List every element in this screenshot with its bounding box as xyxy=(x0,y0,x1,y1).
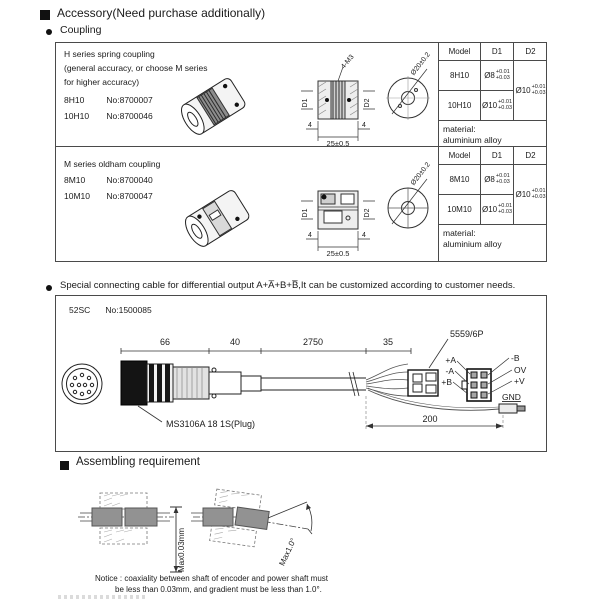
spec-d2-merged xyxy=(514,165,547,225)
dim-66: 66 xyxy=(159,337,171,347)
cable-heading: Special connecting cable for differential output A+A̅+B+B̅,It can be customized according to customer needs. xyxy=(60,280,516,291)
h-series-spec-table xyxy=(438,43,546,146)
col-header-d1: D1 xyxy=(481,43,514,61)
connector-label: 5559/6P xyxy=(450,329,484,339)
spec-d1 xyxy=(481,165,514,195)
cable-part-code: 52SC xyxy=(69,305,91,315)
d2-tol-upper: +0.01 xyxy=(531,83,546,90)
d2-tol-lower: +0.03 xyxy=(531,193,546,200)
pinout-block xyxy=(462,369,491,401)
end-dim-left: 4 xyxy=(308,122,312,129)
dim-40: 40 xyxy=(229,337,241,347)
output-connector xyxy=(408,370,438,396)
material-cell xyxy=(439,225,547,261)
outer-dia-label: Ø20±0.2 xyxy=(409,161,432,187)
spec-model: 8H10 xyxy=(439,61,481,91)
d2-tol-upper: +0.01 xyxy=(531,187,546,194)
spec-d1 xyxy=(481,91,514,121)
d1-value: Ø8 xyxy=(484,175,495,184)
gnd-label: GND xyxy=(502,392,521,402)
d2-label: D2 xyxy=(364,208,371,218)
h-series-model1 xyxy=(64,95,153,105)
spec-model: 10H10 xyxy=(439,91,481,121)
material-value: aluminium alloy xyxy=(443,135,502,146)
dim-35: 35 xyxy=(382,337,394,347)
plug-label: MS3106A 18 1S(Plug) xyxy=(166,419,256,429)
col-header-model: Model xyxy=(439,147,481,165)
pin-label-ov: OV xyxy=(514,365,527,375)
notice-line1: Notice : coaxiality between shaft of encoder and power shaft must xyxy=(95,574,329,583)
coax-limit-label: Max0.03mm xyxy=(177,527,186,573)
d1-value: Ø10 xyxy=(481,101,498,110)
model-no: No:8700040 xyxy=(106,175,153,185)
m-series-model2 xyxy=(64,191,153,201)
d1-value: Ø8 xyxy=(484,71,495,80)
d2-tol-lower: +0.03 xyxy=(531,89,546,96)
dim-200: 200 xyxy=(422,414,438,424)
d1-tol-upper: +0.01 xyxy=(495,68,510,75)
angle-limit-label: Max1.0° xyxy=(277,536,299,568)
length-dim: 25±0.5 xyxy=(326,249,350,257)
cable-assembly-drawing xyxy=(56,314,546,449)
h-series-title: H series spring coupling xyxy=(64,49,155,59)
model-name: 8H10 xyxy=(64,95,85,105)
gradient-diagram xyxy=(191,489,312,567)
d1-tol-lower: +0.03 xyxy=(495,178,510,185)
d2-value: Ø10 xyxy=(515,190,531,199)
d1-label: D1 xyxy=(302,98,309,108)
page-title: Accessory(Need purchase additionally) xyxy=(57,6,266,20)
dot-bullet-icon xyxy=(46,29,52,35)
col-header-d1: D1 xyxy=(481,147,514,165)
pin-label-plus-b: +B xyxy=(441,377,452,387)
plug-body xyxy=(121,361,261,405)
model-no: No:8700047 xyxy=(106,191,153,201)
coaxiality-diagram xyxy=(78,493,186,572)
spec-d2-merged xyxy=(514,61,547,121)
oldham-coupling-drawing xyxy=(291,161,441,257)
end-dim-right: 4 xyxy=(362,232,366,239)
pin-label-plus-v: +V xyxy=(514,376,525,386)
d1-tol-lower: +0.03 xyxy=(495,74,510,81)
spring-coupling-3d-image xyxy=(164,73,264,139)
spring-coupling-drawing xyxy=(291,51,441,147)
d1-tol-upper: +0.01 xyxy=(498,202,513,209)
d2-label: D2 xyxy=(364,98,371,108)
cutoff-text-fragment xyxy=(58,595,146,599)
spec-model: 8M10 xyxy=(439,165,481,195)
assembling-title: Assembling requirement xyxy=(76,456,201,468)
coupling-table-box xyxy=(55,42,547,262)
d1-tol-upper: +0.01 xyxy=(498,98,513,105)
wire-fan xyxy=(366,364,408,396)
spec-model: 10M10 xyxy=(439,195,481,225)
d1-tol-lower: +0.03 xyxy=(498,104,513,111)
screw-label: 4-M3 xyxy=(340,53,356,71)
m-series-model1 xyxy=(64,175,153,185)
h-series-desc1: (general accuracy, or choose M series xyxy=(64,63,208,73)
cable-part-no: No:1500085 xyxy=(105,305,152,315)
oldham-coupling-3d-image xyxy=(168,183,268,253)
col-header-d2: D2 xyxy=(514,43,547,61)
end-dim-left: 4 xyxy=(308,232,312,239)
coupling-heading: Coupling xyxy=(60,24,102,36)
h-series-model2 xyxy=(64,111,153,121)
col-header-d2: D2 xyxy=(514,147,547,165)
model-no: No:8700046 xyxy=(106,111,153,121)
pin-label-minus-a: -A xyxy=(445,366,454,376)
d1-value: Ø10 xyxy=(481,205,498,214)
m-series-title: M series oldham coupling xyxy=(64,159,161,169)
square-bullet-icon xyxy=(60,461,69,470)
pin-label-minus-b: -B xyxy=(511,353,520,363)
model-name: 8M10 xyxy=(64,175,86,185)
material-cell xyxy=(439,121,547,147)
material-label: material: xyxy=(443,228,476,238)
dot-bullet-icon xyxy=(46,285,52,291)
model-name: 10H10 xyxy=(64,111,90,121)
spec-d1 xyxy=(481,195,514,225)
h-series-desc2: for higher accuracy) xyxy=(64,77,140,87)
gnd-terminal xyxy=(499,404,517,413)
outer-dia-label: Ø20±0.2 xyxy=(409,51,432,77)
model-name: 10M10 xyxy=(64,191,90,201)
connector-face xyxy=(62,364,102,404)
cable-drawing-box xyxy=(55,295,547,452)
pin-label-plus-a: +A xyxy=(445,355,456,365)
model-no: No:8700007 xyxy=(106,95,153,105)
spec-d1 xyxy=(481,61,514,91)
material-value: aluminium alloy xyxy=(443,239,502,250)
dim-2750: 2750 xyxy=(302,337,324,347)
d2-value: Ø10 xyxy=(515,86,531,95)
d1-tol-lower: +0.03 xyxy=(498,208,513,215)
d1-tol-upper: +0.01 xyxy=(495,172,510,179)
d1-label: D1 xyxy=(302,208,309,218)
m-series-spec-table xyxy=(438,147,546,261)
notice-line2: be less than 0.03mm, and gradient must be less than 1.0°. xyxy=(115,585,322,594)
material-label: material: xyxy=(443,124,476,134)
square-bullet-icon xyxy=(40,10,50,20)
length-dim: 25±0.5 xyxy=(326,139,350,147)
end-dim-right: 4 xyxy=(362,122,366,129)
col-header-model: Model xyxy=(439,43,481,61)
